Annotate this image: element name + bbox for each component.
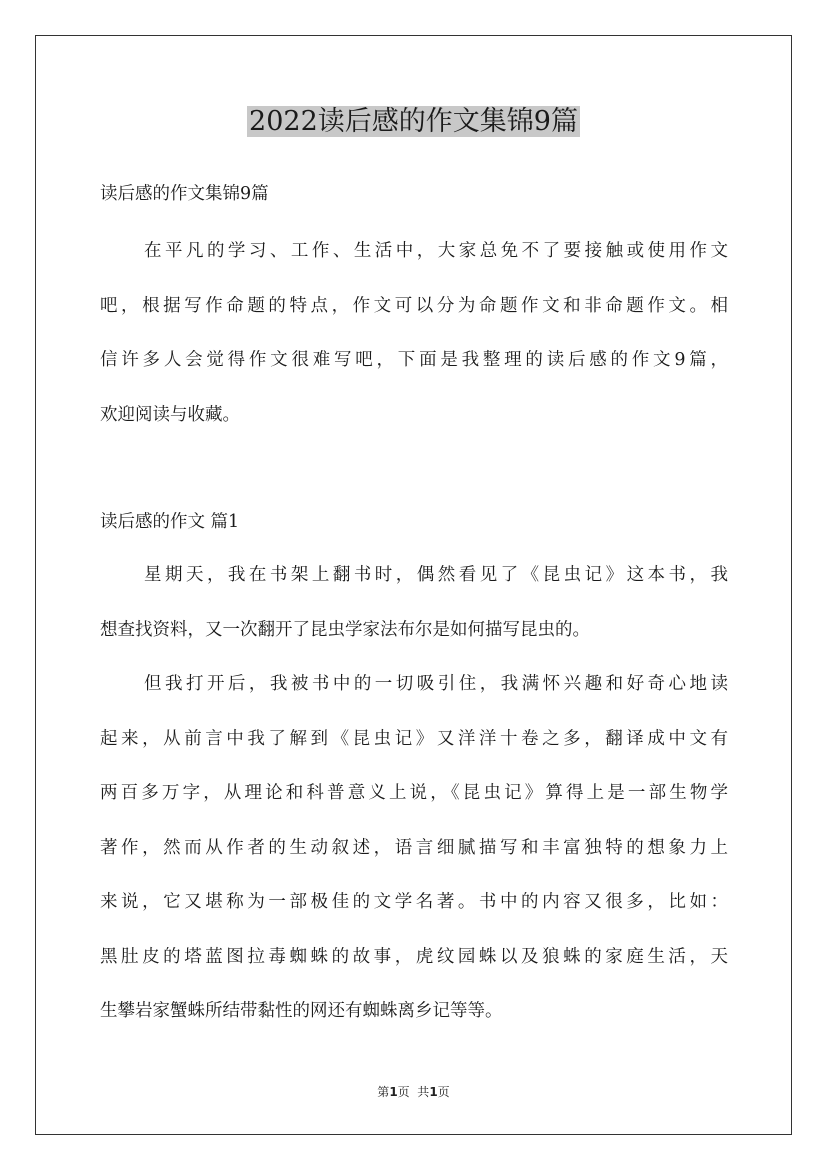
paragraph-line: 生攀岩家蟹蛛所结带黏性的网还有蜘蛛离乡记等等。 xyxy=(100,1001,503,1021)
paragraph-line: 吧，根据写作命题的特点，作文可以分为命题作文和非命题作文。相 xyxy=(100,295,728,316)
footer-prefix: 第 xyxy=(377,1085,390,1099)
paragraph-line: 想查找资料，又一次翻开了昆虫学家法布尔是如何描写昆虫的。 xyxy=(100,619,590,640)
document-title xyxy=(0,100,827,144)
paragraph-line: 两百多万字，从理论和科普意义上说，《昆虫记》算得上是一部生物学 xyxy=(100,783,728,803)
total-pages: 1 xyxy=(429,1085,438,1099)
paragraph-line: 来说，它又堪称为一部极佳的文学名著。书中的内容又很多，比如： xyxy=(100,892,728,912)
page-number: 1 xyxy=(389,1085,398,1099)
section-paragraph xyxy=(100,548,728,657)
footer-suffix: 页 xyxy=(437,1085,450,1099)
section-heading: 读后感的作文 篇1 xyxy=(100,512,240,532)
document-body xyxy=(100,178,728,1039)
intro-paragraph xyxy=(100,224,728,442)
paragraph-line: 欢迎阅读与收藏。 xyxy=(100,404,240,425)
paragraph-line: 但我打开后，我被书中的一切吸引住，我满怀兴趣和好奇心地读 xyxy=(144,674,728,694)
section-paragraph xyxy=(100,657,728,1039)
footer-mid: 页 共 xyxy=(397,1085,430,1099)
paragraph-line: 信许多人会觉得作文很难写吧，下面是我整理的读后感的作文9篇， xyxy=(100,350,728,370)
document-title-text: 2022读后感的作文集锦9篇 xyxy=(249,106,578,137)
paragraph-line: 起来，从前言中我了解到《昆虫记》又洋洋十卷之多，翻译成中文有 xyxy=(100,728,728,749)
paragraph-line: 著作，然而从作者的生动叙述，语言细腻描写和丰富独特的想象力上 xyxy=(100,837,728,858)
document-subtitle: 读后感的作文集锦9篇 xyxy=(100,184,269,204)
paragraph-line: 星期天，我在书架上翻书时，偶然看见了《昆虫记》这本书，我 xyxy=(144,565,728,585)
page-footer xyxy=(0,1083,827,1100)
paragraph-line: 在平凡的学习、工作、生活中，大家总免不了要接触或使用作文 xyxy=(144,241,728,261)
paragraph-line: 黑肚皮的塔蓝图拉毒蜘蛛的故事，虎纹园蛛以及狼蛛的家庭生活，天 xyxy=(100,946,728,967)
